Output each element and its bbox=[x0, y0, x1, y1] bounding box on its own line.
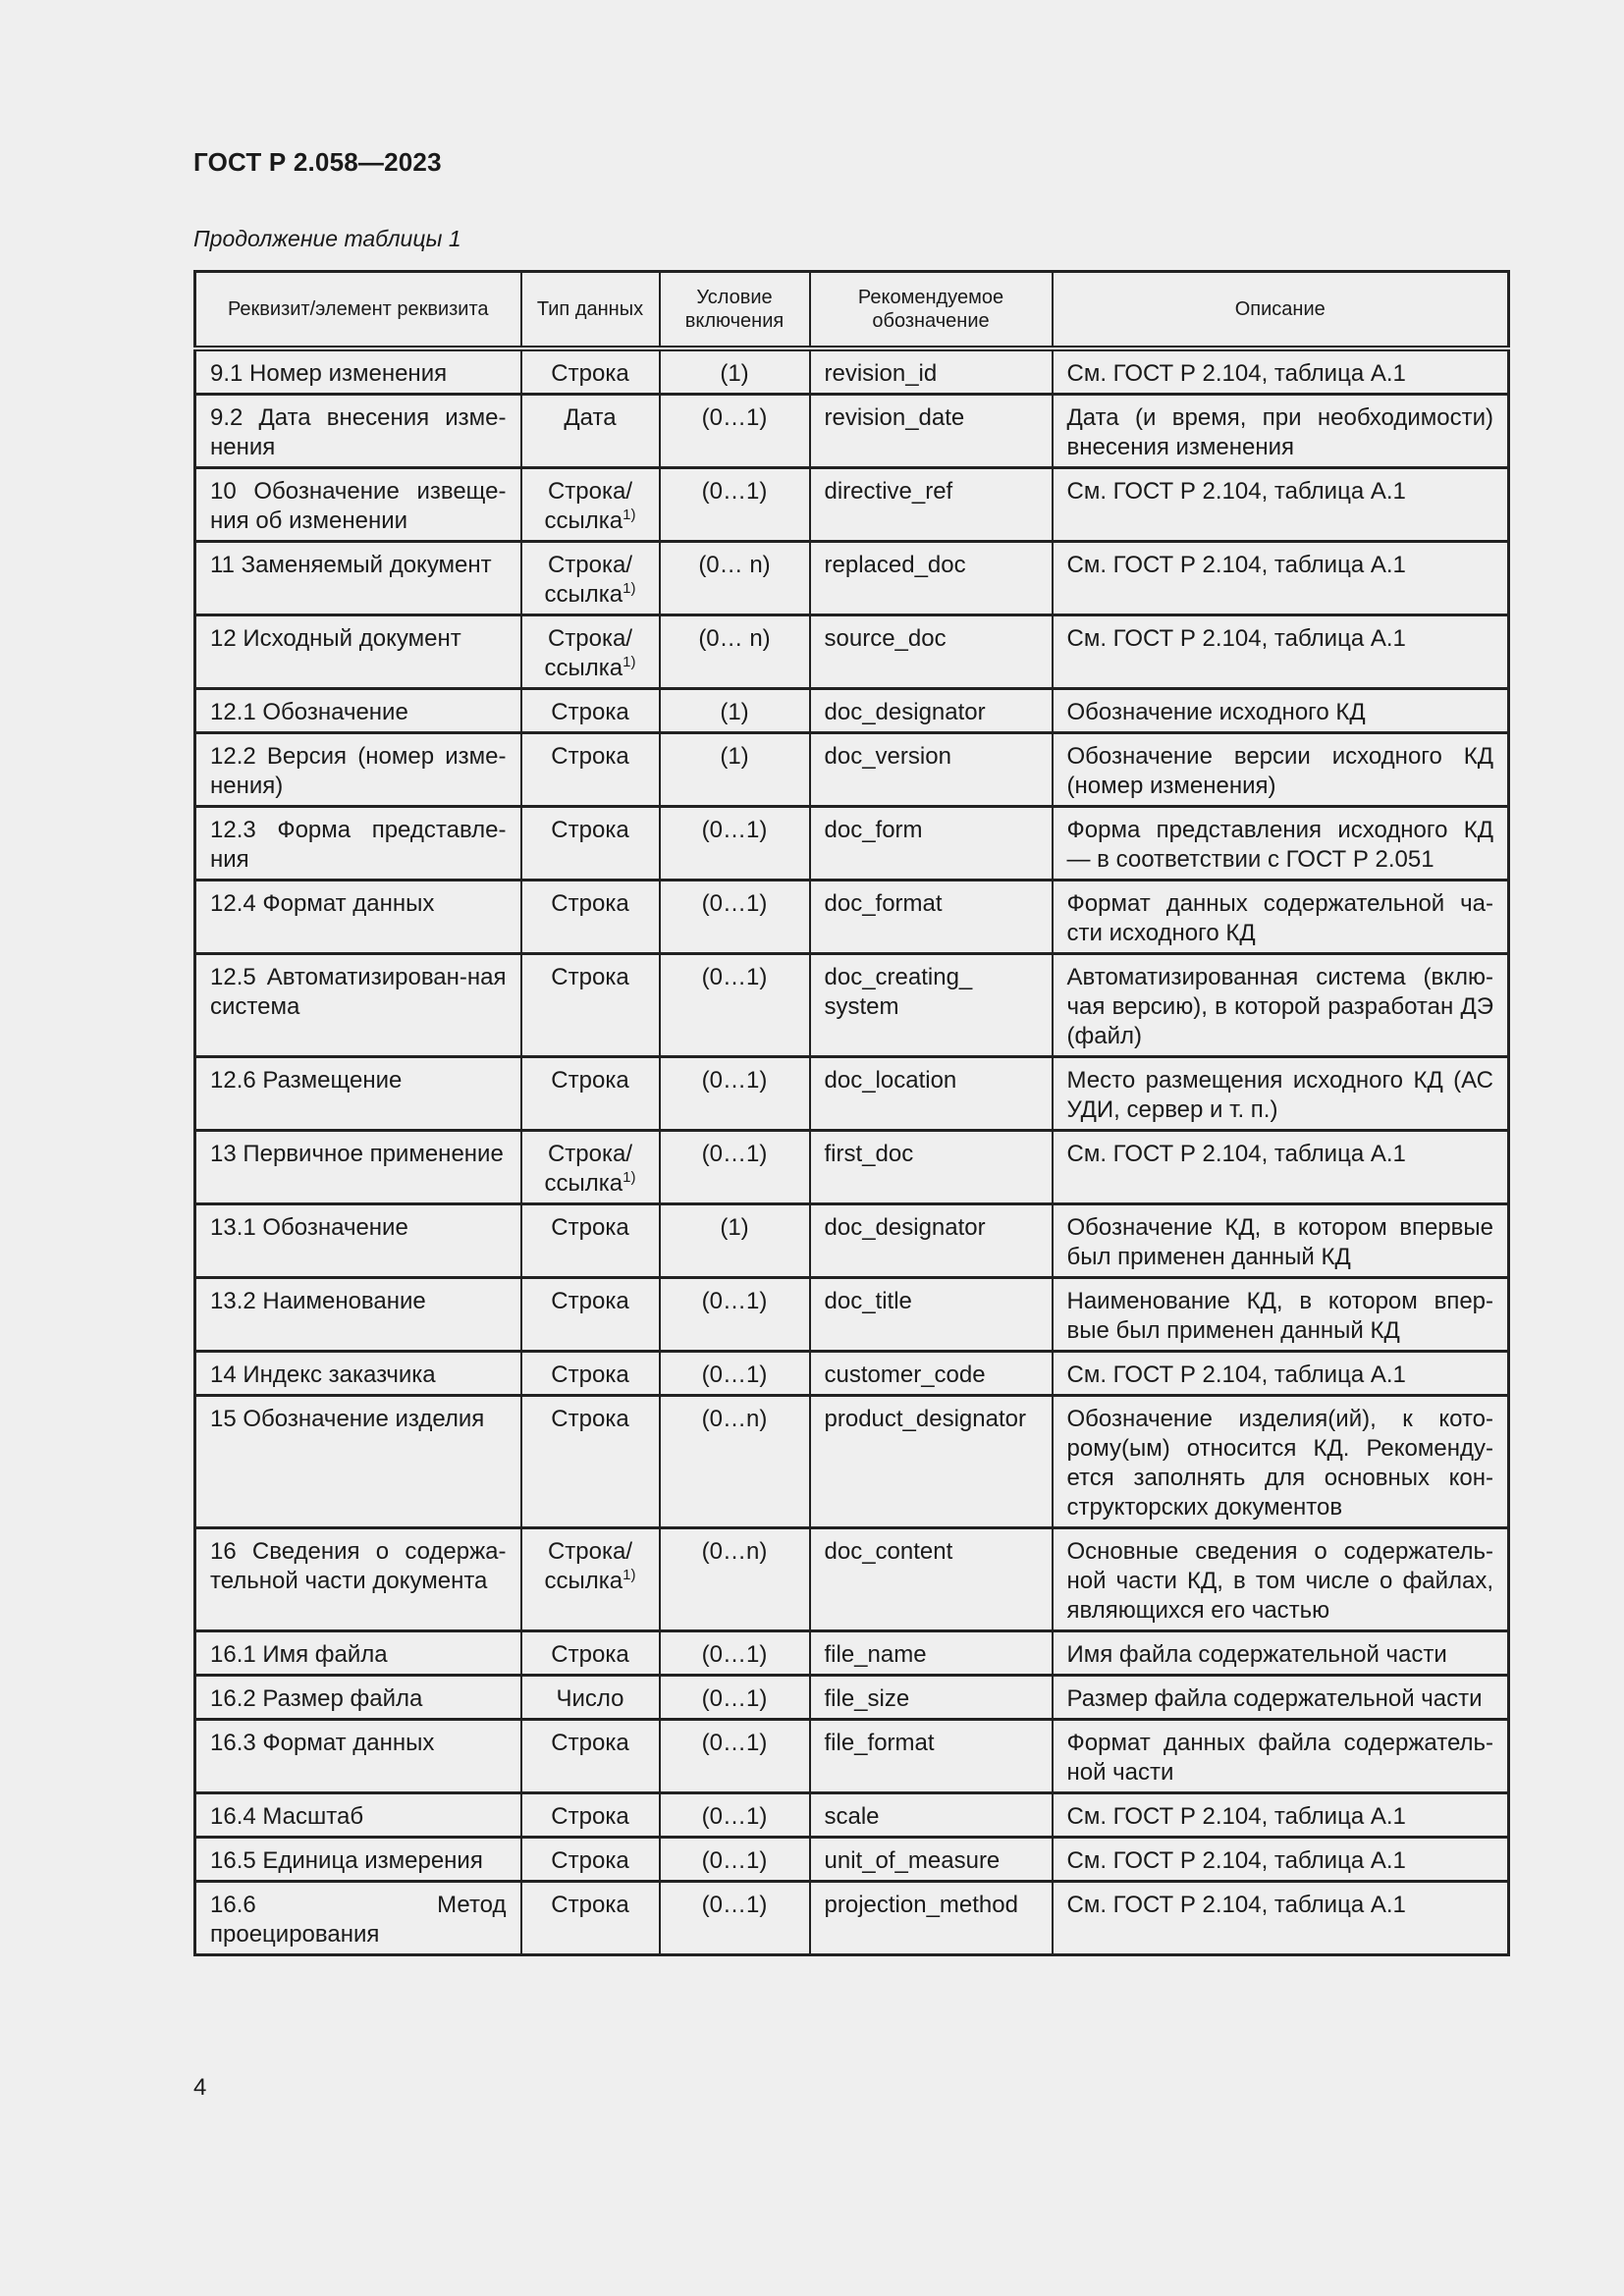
cell-name-text: 13 Первичное применение bbox=[210, 1141, 504, 1167]
cell-condition bbox=[660, 1528, 810, 1631]
cell-description bbox=[1053, 1204, 1509, 1278]
cell-description-text: См. ГОСТ Р 2.104, таблица А.1 bbox=[1066, 1362, 1406, 1388]
cell-name bbox=[195, 1131, 521, 1204]
cell-name bbox=[195, 881, 521, 954]
table-row bbox=[195, 1720, 1509, 1793]
cell-condition bbox=[660, 1204, 810, 1278]
header-type: Тип данных bbox=[521, 272, 660, 349]
cell-designation-text: doc_version bbox=[824, 743, 951, 770]
cell-type bbox=[521, 348, 660, 395]
footnote-ref: 1) bbox=[623, 580, 636, 597]
cell-name bbox=[195, 615, 521, 689]
cell-name bbox=[195, 468, 521, 542]
cell-type bbox=[521, 954, 660, 1057]
table-row bbox=[195, 1838, 1509, 1882]
cell-type bbox=[521, 468, 660, 542]
table-row bbox=[195, 348, 1509, 395]
cell-type bbox=[521, 733, 660, 807]
cell-type-text: Строка bbox=[551, 964, 629, 990]
cell-type-text: Строка bbox=[551, 1641, 629, 1668]
cell-condition-text: (1) bbox=[720, 360, 749, 387]
cell-name bbox=[195, 1676, 521, 1720]
cell-description-text: См. ГОСТ Р 2.104, таблица А.1 bbox=[1066, 552, 1406, 578]
cell-type bbox=[521, 1278, 660, 1352]
cell-condition bbox=[660, 1838, 810, 1882]
table-row bbox=[195, 1204, 1509, 1278]
cell-condition-text: (1) bbox=[720, 743, 749, 770]
cell-designation-text: doc_content bbox=[824, 1538, 953, 1565]
cell-description bbox=[1053, 1676, 1509, 1720]
table-caption: Продолжение таблицы 1 bbox=[193, 226, 461, 251]
cell-type-text: Строка bbox=[551, 699, 629, 725]
cell-type bbox=[521, 1528, 660, 1631]
cell-designation bbox=[810, 733, 1053, 807]
header-description: Описание bbox=[1053, 272, 1509, 349]
cell-description bbox=[1053, 807, 1509, 881]
cell-description bbox=[1053, 1720, 1509, 1793]
cell-name bbox=[195, 1057, 521, 1131]
cell-type-text: Строка bbox=[551, 1892, 629, 1918]
cell-name bbox=[195, 1720, 521, 1793]
cell-description bbox=[1053, 1793, 1509, 1838]
cell-condition bbox=[660, 1352, 810, 1396]
cell-name-text: 16.5 Единица измерения bbox=[210, 1847, 483, 1874]
table-row bbox=[195, 1882, 1509, 1955]
cell-type-text: Строка bbox=[551, 1362, 629, 1388]
cell-designation-text: doc_location bbox=[824, 1067, 957, 1094]
cell-type bbox=[521, 1352, 660, 1396]
document-header: ГОСТ Р 2.058—2023 bbox=[193, 147, 442, 177]
cell-designation-text: doc_creating_ system bbox=[824, 964, 973, 1020]
cell-condition-text: (0…1) bbox=[701, 404, 768, 431]
table-row bbox=[195, 733, 1509, 807]
footnote-ref: 1) bbox=[623, 1567, 636, 1583]
cell-designation-text: projection_method bbox=[824, 1892, 1018, 1918]
cell-description-text: См. ГОСТ Р 2.104, таблица А.1 bbox=[1066, 478, 1406, 505]
table-row bbox=[195, 1528, 1509, 1631]
cell-condition-text: (0…1) bbox=[701, 817, 768, 843]
cell-type bbox=[521, 1631, 660, 1676]
cell-condition-text: (0…1) bbox=[701, 1847, 768, 1874]
cell-description-text: Наименование КД, в котором впер-вые был применен данный КД bbox=[1066, 1288, 1493, 1344]
cell-type-text: Строка bbox=[551, 1406, 629, 1432]
cell-description bbox=[1053, 733, 1509, 807]
cell-condition bbox=[660, 1396, 810, 1528]
cell-type bbox=[521, 1793, 660, 1838]
cell-description-text: См. ГОСТ Р 2.104, таблица А.1 bbox=[1066, 360, 1406, 387]
cell-condition bbox=[660, 1720, 810, 1793]
table-row bbox=[195, 468, 1509, 542]
cell-designation bbox=[810, 1838, 1053, 1882]
cell-type-text: Дата bbox=[564, 404, 617, 431]
cell-name bbox=[195, 1528, 521, 1631]
cell-designation bbox=[810, 542, 1053, 615]
requisites-table bbox=[193, 270, 1510, 1956]
cell-name bbox=[195, 348, 521, 395]
cell-designation bbox=[810, 1057, 1053, 1131]
cell-name-text: 12.5 Автоматизирован-ная система bbox=[210, 964, 507, 1020]
cell-name-text: 16.4 Масштаб bbox=[210, 1803, 364, 1830]
cell-type bbox=[521, 1396, 660, 1528]
header-designation: Рекомендуемое обозначение bbox=[810, 272, 1053, 349]
cell-condition bbox=[660, 1278, 810, 1352]
cell-type bbox=[521, 395, 660, 468]
cell-name bbox=[195, 1278, 521, 1352]
cell-description bbox=[1053, 1631, 1509, 1676]
cell-name-text: 12.6 Размещение bbox=[210, 1067, 403, 1094]
cell-condition-text: (0…1) bbox=[701, 1685, 768, 1712]
cell-description-text: Автоматизированная система (вклю-чая версию), в которой разработан ДЭ (файл) bbox=[1066, 964, 1493, 1049]
cell-description bbox=[1053, 954, 1509, 1057]
cell-name-text: 16.3 Формат данных bbox=[210, 1730, 435, 1756]
cell-description-text: Форма представления исходного КД — в соответствии с ГОСТ Р 2.051 bbox=[1066, 817, 1493, 873]
footnote-ref: 1) bbox=[623, 507, 636, 523]
cell-designation bbox=[810, 1352, 1053, 1396]
cell-description-text: Размер файла содержательной части bbox=[1066, 1685, 1483, 1712]
cell-designation-text: scale bbox=[824, 1803, 880, 1830]
footnote-ref: 1) bbox=[623, 654, 636, 670]
cell-designation bbox=[810, 1131, 1053, 1204]
cell-type bbox=[521, 1057, 660, 1131]
cell-designation bbox=[810, 807, 1053, 881]
cell-type-text: Число bbox=[556, 1685, 624, 1712]
cell-type-text: Строка bbox=[551, 1730, 629, 1756]
cell-name-text: 12.4 Формат данных bbox=[210, 890, 435, 917]
cell-condition bbox=[660, 689, 810, 733]
cell-description-text: См. ГОСТ Р 2.104, таблица А.1 bbox=[1066, 1892, 1406, 1918]
cell-designation-text: doc_format bbox=[824, 890, 943, 917]
cell-description bbox=[1053, 468, 1509, 542]
cell-condition bbox=[660, 1676, 810, 1720]
cell-name-text: 10 Обозначение извеще-ния об изменении bbox=[210, 478, 507, 534]
table-row bbox=[195, 542, 1509, 615]
cell-type bbox=[521, 807, 660, 881]
cell-description-text: См. ГОСТ Р 2.104, таблица А.1 bbox=[1066, 1141, 1406, 1167]
cell-condition-text: (0…1) bbox=[701, 890, 768, 917]
cell-condition bbox=[660, 1631, 810, 1676]
table-row bbox=[195, 1131, 1509, 1204]
table-row bbox=[195, 395, 1509, 468]
cell-condition-text: (0…1) bbox=[701, 478, 768, 505]
cell-designation bbox=[810, 689, 1053, 733]
cell-designation bbox=[810, 1793, 1053, 1838]
cell-condition-text: (0…1) bbox=[701, 1288, 768, 1314]
cell-description bbox=[1053, 395, 1509, 468]
cell-condition bbox=[660, 615, 810, 689]
cell-designation-text: replaced_doc bbox=[824, 552, 966, 578]
cell-condition-text: (0… n) bbox=[698, 625, 771, 652]
cell-condition-text: (0…1) bbox=[701, 964, 768, 990]
cell-name-text: 12 Исходный документ bbox=[210, 625, 461, 652]
cell-designation bbox=[810, 1676, 1053, 1720]
cell-description bbox=[1053, 348, 1509, 395]
table-row bbox=[195, 1057, 1509, 1131]
cell-description-text: Место размещения исходного КД (АС УДИ, сервер и т. п.) bbox=[1066, 1067, 1493, 1123]
cell-name-text: 14 Индекс заказчика bbox=[210, 1362, 436, 1388]
cell-designation bbox=[810, 881, 1053, 954]
cell-designation-text: doc_designator bbox=[824, 1214, 986, 1241]
cell-description bbox=[1053, 615, 1509, 689]
cell-condition bbox=[660, 1057, 810, 1131]
header-condition: Условие включения bbox=[660, 272, 810, 349]
cell-condition bbox=[660, 733, 810, 807]
cell-condition-text: (0…1) bbox=[701, 1067, 768, 1094]
cell-type bbox=[521, 1204, 660, 1278]
table-row bbox=[195, 615, 1509, 689]
table-row bbox=[195, 954, 1509, 1057]
cell-name-text: 16.6 Метод проецирования bbox=[210, 1892, 507, 1948]
cell-type bbox=[521, 1882, 660, 1955]
cell-name bbox=[195, 1204, 521, 1278]
cell-type bbox=[521, 1676, 660, 1720]
cell-condition bbox=[660, 1793, 810, 1838]
cell-description-text: См. ГОСТ Р 2.104, таблица А.1 bbox=[1066, 1847, 1406, 1874]
cell-condition bbox=[660, 807, 810, 881]
cell-type-text: Строка/ ссылка bbox=[544, 478, 633, 534]
page-number: 4 bbox=[193, 2074, 207, 2101]
cell-type-text: Строка bbox=[551, 1847, 629, 1874]
cell-designation-text: unit_of_measure bbox=[824, 1847, 1001, 1874]
cell-name-text: 16.2 Размер файла bbox=[210, 1685, 423, 1712]
cell-designation bbox=[810, 395, 1053, 468]
header-name: Реквизит/элемент реквизита bbox=[195, 272, 521, 349]
cell-condition bbox=[660, 348, 810, 395]
cell-name bbox=[195, 542, 521, 615]
cell-description bbox=[1053, 1528, 1509, 1631]
cell-condition-text: (0…n) bbox=[701, 1538, 768, 1565]
cell-description-text: Формат данных содержательной ча-сти исходного КД bbox=[1066, 890, 1493, 946]
cell-type-text: Строка bbox=[551, 890, 629, 917]
cell-type-text: Строка bbox=[551, 1803, 629, 1830]
cell-type-text: Строка/ ссылка bbox=[544, 1538, 633, 1594]
cell-condition bbox=[660, 468, 810, 542]
cell-description bbox=[1053, 1352, 1509, 1396]
table-row bbox=[195, 1278, 1509, 1352]
cell-designation bbox=[810, 1278, 1053, 1352]
cell-designation-text: customer_code bbox=[824, 1362, 986, 1388]
cell-condition-text: (1) bbox=[720, 1214, 749, 1241]
cell-description-text: См. ГОСТ Р 2.104, таблица А.1 bbox=[1066, 1803, 1406, 1830]
cell-condition-text: (0…1) bbox=[701, 1141, 768, 1167]
cell-name bbox=[195, 395, 521, 468]
table-row bbox=[195, 1793, 1509, 1838]
cell-type bbox=[521, 542, 660, 615]
table-row bbox=[195, 1676, 1509, 1720]
cell-type-text: Строка bbox=[551, 1067, 629, 1094]
cell-description bbox=[1053, 1396, 1509, 1528]
cell-condition-text: (0… n) bbox=[698, 552, 771, 578]
cell-description bbox=[1053, 1882, 1509, 1955]
cell-condition-text: (0…1) bbox=[701, 1892, 768, 1918]
footnote-ref: 1) bbox=[623, 1169, 636, 1186]
cell-type-text: Строка bbox=[551, 817, 629, 843]
cell-designation-text: directive_ref bbox=[824, 478, 953, 505]
cell-description-text: Имя файла содержательной части bbox=[1066, 1641, 1447, 1668]
cell-name bbox=[195, 807, 521, 881]
cell-name-text: 12.1 Обозначение bbox=[210, 699, 408, 725]
cell-name-text: 13.2 Наименование bbox=[210, 1288, 426, 1314]
cell-name bbox=[195, 1352, 521, 1396]
cell-designation-text: revision_id bbox=[824, 360, 938, 387]
cell-condition bbox=[660, 542, 810, 615]
cell-condition-text: (0…1) bbox=[701, 1641, 768, 1668]
cell-type bbox=[521, 1131, 660, 1204]
cell-designation bbox=[810, 348, 1053, 395]
cell-condition-text: (0…n) bbox=[701, 1406, 768, 1432]
cell-designation bbox=[810, 468, 1053, 542]
cell-name bbox=[195, 689, 521, 733]
cell-name bbox=[195, 1396, 521, 1528]
cell-designation-text: product_designator bbox=[824, 1406, 1026, 1432]
cell-description bbox=[1053, 881, 1509, 954]
cell-type-text: Строка/ ссылка bbox=[544, 625, 633, 681]
cell-description-text: Дата (и время, при необходимости) внесения изменения bbox=[1066, 404, 1493, 460]
cell-type-text: Строка/ ссылка bbox=[544, 552, 633, 608]
cell-type-text: Строка bbox=[551, 1214, 629, 1241]
cell-description bbox=[1053, 1278, 1509, 1352]
cell-designation bbox=[810, 954, 1053, 1057]
cell-name bbox=[195, 733, 521, 807]
table-row bbox=[195, 1396, 1509, 1528]
table-row bbox=[195, 881, 1509, 954]
cell-description-text: Обозначение изделия(ий), к кото-рому(ым) относится КД. Рекоменду-ется заполнять для основных кон-структорских документов bbox=[1066, 1406, 1493, 1521]
cell-type-text: Строка/ ссылка bbox=[544, 1141, 633, 1197]
cell-description-text: Обозначение КД, в котором впервые был применен данный КД bbox=[1066, 1214, 1493, 1270]
cell-description-text: Обозначение исходного КД bbox=[1066, 699, 1366, 725]
cell-condition bbox=[660, 1882, 810, 1955]
cell-name-text: 13.1 Обозначение bbox=[210, 1214, 408, 1241]
cell-description bbox=[1053, 1838, 1509, 1882]
cell-designation-text: file_name bbox=[824, 1641, 927, 1668]
cell-description bbox=[1053, 689, 1509, 733]
table-body bbox=[195, 348, 1509, 1955]
cell-designation-text: first_doc bbox=[824, 1141, 914, 1167]
cell-description-text: Основные сведения о содержатель-ной части КД, в том числе о файлах, являющихся его частью bbox=[1066, 1538, 1493, 1624]
cell-designation bbox=[810, 1882, 1053, 1955]
cell-type-text: Строка bbox=[551, 360, 629, 387]
table-header-row bbox=[195, 272, 1509, 349]
cell-designation bbox=[810, 1204, 1053, 1278]
cell-name-text: 16.1 Имя файла bbox=[210, 1641, 388, 1668]
cell-condition bbox=[660, 954, 810, 1057]
cell-designation bbox=[810, 1720, 1053, 1793]
cell-description bbox=[1053, 1057, 1509, 1131]
cell-name-text: 9.1 Номер изменения bbox=[210, 360, 448, 387]
cell-designation-text: source_doc bbox=[824, 625, 947, 652]
cell-name-text: 15 Обозначение изделия bbox=[210, 1406, 485, 1432]
cell-condition bbox=[660, 1131, 810, 1204]
cell-type bbox=[521, 881, 660, 954]
cell-designation bbox=[810, 615, 1053, 689]
cell-description bbox=[1053, 1131, 1509, 1204]
cell-name bbox=[195, 954, 521, 1057]
cell-type bbox=[521, 689, 660, 733]
cell-description-text: См. ГОСТ Р 2.104, таблица А.1 bbox=[1066, 625, 1406, 652]
cell-name bbox=[195, 1631, 521, 1676]
cell-condition-text: (1) bbox=[720, 699, 749, 725]
cell-designation bbox=[810, 1396, 1053, 1528]
cell-designation-text: doc_title bbox=[824, 1288, 912, 1314]
cell-condition bbox=[660, 395, 810, 468]
table-row bbox=[195, 807, 1509, 881]
cell-condition-text: (0…1) bbox=[701, 1362, 768, 1388]
cell-name-text: 12.2 Версия (номер изме-нения) bbox=[210, 743, 507, 799]
cell-designation-text: doc_form bbox=[824, 817, 923, 843]
cell-name-text: 16 Сведения о содержа-тельной части документа bbox=[210, 1538, 507, 1594]
cell-designation-text: file_size bbox=[824, 1685, 910, 1712]
cell-name bbox=[195, 1838, 521, 1882]
cell-designation bbox=[810, 1528, 1053, 1631]
cell-designation-text: doc_designator bbox=[824, 699, 986, 725]
cell-condition-text: (0…1) bbox=[701, 1803, 768, 1830]
cell-condition bbox=[660, 881, 810, 954]
cell-condition-text: (0…1) bbox=[701, 1730, 768, 1756]
cell-type bbox=[521, 615, 660, 689]
table-row bbox=[195, 1631, 1509, 1676]
cell-name-text: 11 Заменяемый документ bbox=[210, 552, 492, 578]
cell-type-text: Строка bbox=[551, 743, 629, 770]
cell-designation bbox=[810, 1631, 1053, 1676]
cell-designation-text: revision_date bbox=[824, 404, 965, 431]
cell-name-text: 12.3 Форма представле-ния bbox=[210, 817, 507, 873]
cell-description-text: Формат данных файла содержатель-ной части bbox=[1066, 1730, 1493, 1786]
cell-description-text: Обозначение версии исходного КД (номер изменения) bbox=[1066, 743, 1493, 799]
cell-designation-text: file_format bbox=[824, 1730, 935, 1756]
cell-name-text: 9.2 Дата внесения изме-нения bbox=[210, 404, 507, 460]
cell-type bbox=[521, 1838, 660, 1882]
cell-type bbox=[521, 1720, 660, 1793]
cell-name bbox=[195, 1882, 521, 1955]
cell-name bbox=[195, 1793, 521, 1838]
cell-description bbox=[1053, 542, 1509, 615]
table-row bbox=[195, 689, 1509, 733]
cell-type-text: Строка bbox=[551, 1288, 629, 1314]
table-row bbox=[195, 1352, 1509, 1396]
